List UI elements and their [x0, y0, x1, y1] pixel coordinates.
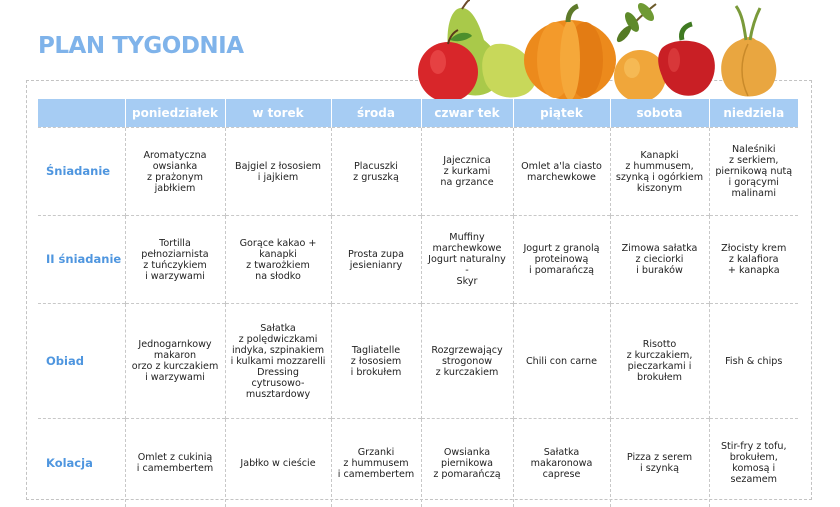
- header-corner: [38, 99, 125, 128]
- meal-label: Śniadanie: [38, 128, 125, 216]
- meal-cell: Sałatka z polędwiczkami indyka, szpinakiem i kulkami mozzarelli Dressing cytrusowo- musztardowy: [225, 304, 331, 419]
- meal-cell: Chili con carne: [513, 304, 610, 419]
- day-header-friday: piątek: [513, 99, 610, 128]
- day-header-thursday: czwar tek: [421, 99, 513, 128]
- meal-cell: Zimowa sałatka z cieciorki i buraków: [610, 216, 709, 304]
- day-header-tuesday: w torek: [225, 99, 331, 128]
- table-row: [38, 128, 798, 216]
- meal-cell: Rozgrzewający strogonow z kurczakiem: [421, 304, 513, 419]
- table-row: [38, 304, 798, 419]
- meal-cell: Muffiny marchewkowe Jogurt naturalny - Skyr: [421, 216, 513, 304]
- meal-cell: Jednogarnkowy makaron orzo z kurczakiem i warzywami: [125, 304, 225, 419]
- meal-label: Obiad: [38, 304, 125, 419]
- vegetables-illustration: [410, 0, 790, 104]
- meal-cell: Owsianka piernikowa z pomarańczą: [421, 419, 513, 507]
- meal-cell: Placuszki z gruszką: [331, 128, 421, 216]
- meal-cell: Sałatka makaronowa caprese: [513, 419, 610, 507]
- meal-cell: Jogurt z granolą proteinową i pomarańczą: [513, 216, 610, 304]
- page-title: PLAN TYGODNIA: [38, 33, 244, 59]
- day-header-saturday: sobota: [610, 99, 709, 128]
- meal-label: II śniadanie: [38, 216, 125, 304]
- meal-cell: Risotto z kurczakiem, pieczarkami i brokułem: [610, 304, 709, 419]
- meal-cell: Tagliatelle z łososiem i brokułem: [331, 304, 421, 419]
- meal-cell: Naleśniki z serkiem, piernikową nutą i gorącymi malinami: [709, 128, 798, 216]
- table-row: [38, 216, 798, 304]
- meal-cell: Gorące kakao + kanapki z twarożkiem na słodko: [225, 216, 331, 304]
- meal-cell: Fish & chips: [709, 304, 798, 419]
- weekly-plan-table: [38, 99, 798, 507]
- meal-label: Kolacja: [38, 419, 125, 507]
- olive-branch-icon: [615, 0, 657, 44]
- pumpkin-icon: [524, 6, 616, 100]
- meal-cell: Aromatyczna owsianka z prażonym jabłkiem: [125, 128, 225, 216]
- meal-cell: Prosta zupa jesienianry: [331, 216, 421, 304]
- meal-cell: Omlet z cukinią i camembertem: [125, 419, 225, 507]
- onion-icon: [721, 6, 776, 97]
- meal-cell: Tortilla pełnoziarnista z tuńczykiem i warzywami: [125, 216, 225, 304]
- day-header-monday: poniedziałek: [125, 99, 225, 128]
- pepper-icon: [658, 24, 715, 96]
- meal-cell: Kanapki z hummusem, szynką i ogórkiem kiszonym: [610, 128, 709, 216]
- meal-cell: Jabłko w cieście: [225, 419, 331, 507]
- meal-cell: Pizza z serem i szynką: [610, 419, 709, 507]
- meal-cell: Złocisty krem z kalafiora + kanapka: [709, 216, 798, 304]
- meal-cell: Stir-fry z tofu, brokułem, komosą i sezamem: [709, 419, 798, 507]
- apple-icon: [614, 50, 666, 102]
- meal-cell: Jajecznica z kurkami na grzance: [421, 128, 513, 216]
- day-header-wednesday: środa: [331, 99, 421, 128]
- table-row: [38, 419, 798, 507]
- day-header-sunday: niedziela: [709, 99, 798, 128]
- header-row: [38, 99, 798, 128]
- meal-cell: Grzanki z hummusem i camembertem: [331, 419, 421, 507]
- meal-cell: Bajgiel z łososiem i jajkiem: [225, 128, 331, 216]
- meal-cell: Omlet a'la ciasto marchewkowe: [513, 128, 610, 216]
